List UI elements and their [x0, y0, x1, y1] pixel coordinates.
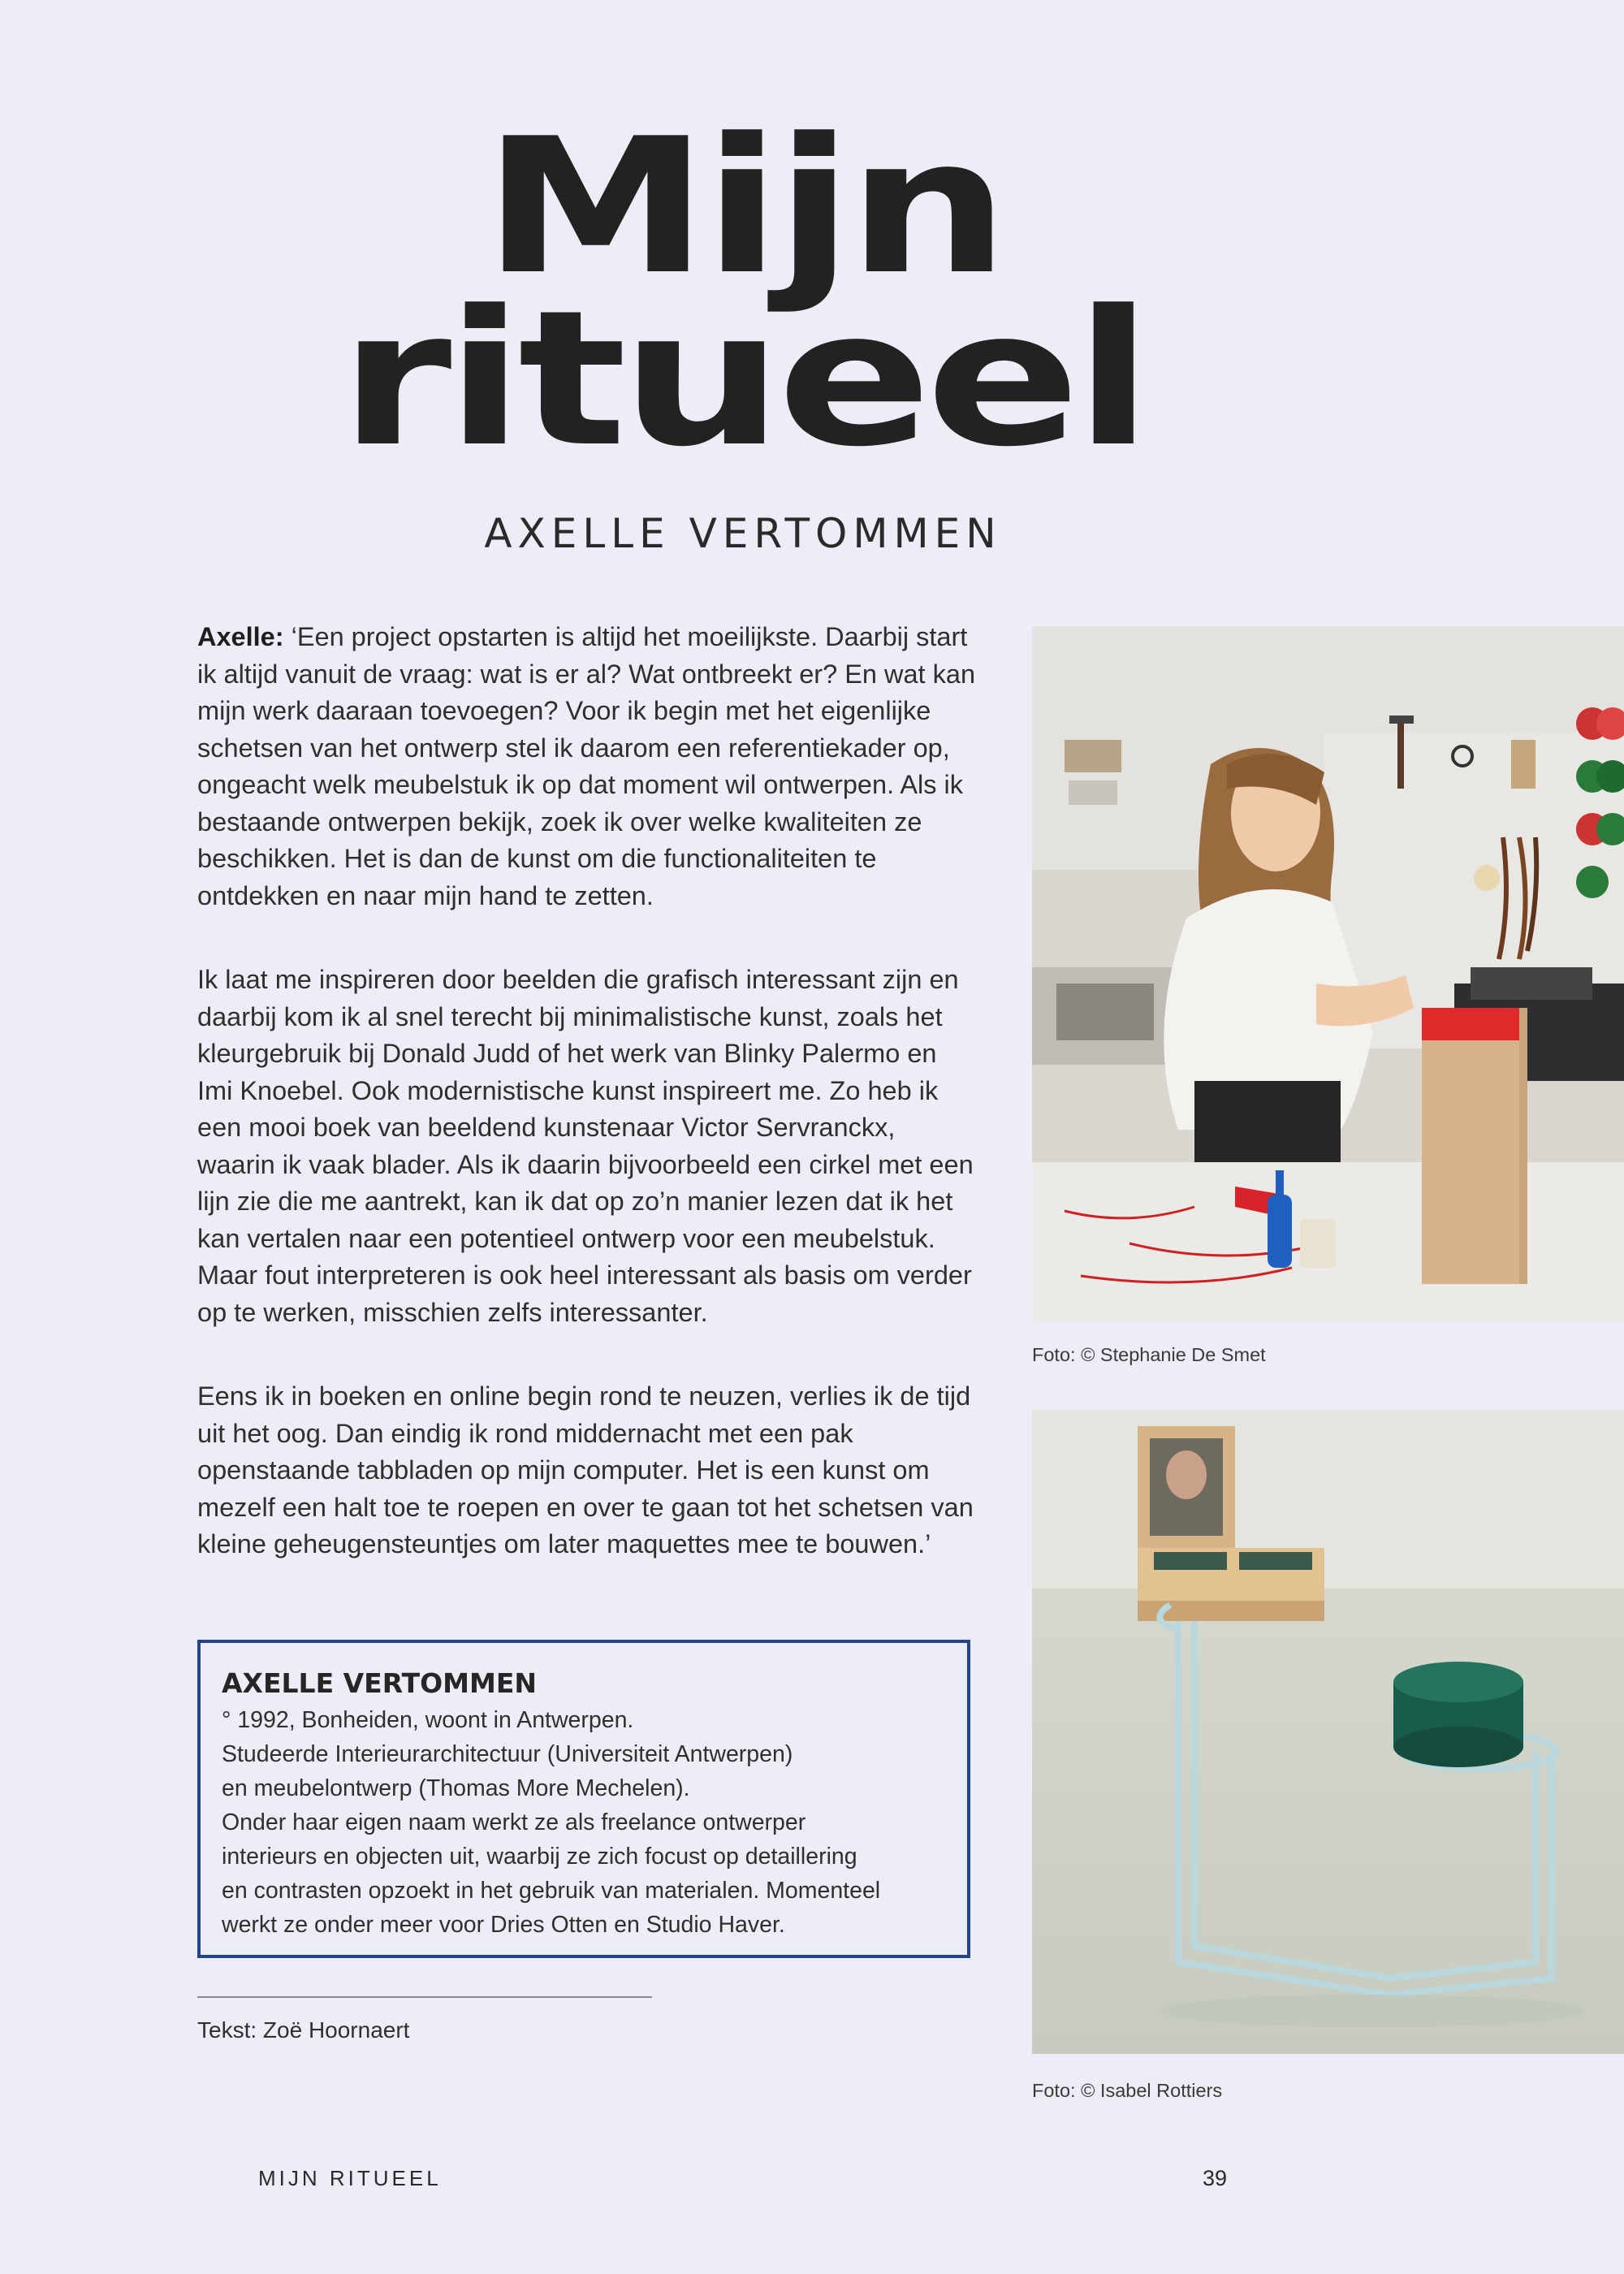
paragraph-1 — [197, 619, 977, 914]
article-subtitle: AXELLE VERTOMMEN — [484, 510, 1002, 557]
bio-line: en meubelontwerp (Thomas More Mechelen). — [222, 1775, 690, 1801]
title-line-2: ritueel — [339, 271, 1147, 488]
speaker-lead: Axelle: — [197, 622, 284, 651]
furniture-photo — [1032, 1410, 1624, 2054]
footer-section-label: MIJN RITUEEL — [258, 2166, 442, 2190]
page-number: 39 — [1203, 2166, 1228, 2190]
photo-caption-2: Foto: © Isabel Rottiers — [1032, 2080, 1223, 2101]
divider — [197, 1996, 652, 1998]
bio-line: werkt ze onder meer voor Dries Otten en Studio Haver. — [222, 1912, 785, 1938]
bio-line: Onder haar eigen naam werkt ze als freelance ontwerper — [222, 1809, 806, 1835]
paragraph-3: Eens ik in boeken en online begin rond te neuzen, verlies ik de tijd uit het oog. Dan eindig ik rond middernacht met een pak openstaande tabbladen op mijn computer. Het is een kunst om mezelf een halt toe te roepen en over te gaan tot het schetsen van kleine geheugensteuntjes om later maquettes mee te bouwen.’ — [197, 1381, 974, 1559]
paragraph-1-text: ‘Een project opstarten is altijd het moeilijkste. Daarbij start ik altijd vanuit de vraag: wat is er al? Wat ontbreekt er? En wat kan mijn werk daaraan toevoegen? Voor ik begin met het eigenlijke schetsen van het ontwerp stel ik daarom een referentiekader op, ongeacht welk meubelstuk ik op dat moment wil ontwerpen. Als ik bestaande ontwerpen bekijk, zoek ik over welke kwaliteiten ze beschikken. Het is dan de kunst om die functionaliteiten te ontdekken en naar mijn hand te zetten. — [197, 622, 976, 910]
article-body — [197, 619, 977, 1610]
bio-line: en contrasten opzoekt in het gebruik van materialen. Momenteel — [222, 1878, 881, 1904]
page-title — [0, 99, 1624, 488]
paragraph-2: Ik laat me inspireren door beelden die grafisch interessant zijn en daarbij kom ik al snel terecht bij minimalistische kunst, zoals het kleurgebruik bij Donald Judd of het werk van Blinky Palermo en Imi Knoebel. Ook modernistische kunst inspireert me. Zo heb ik een mooi boek van beeldend kunstenaar Victor Servranckx, waarin ik vaak blader. Als ik daarin bijvoorbeeld een cirkel met een lijn zie die me aantrekt, kan ik dat op zo’n manier lezen dat ik het kan vertalen naar een potentieel ontwerp voor een meubelstuk. Maar fout interpreteren is ook heel interessant als basis om verder op te werken, misschien zelfs interessanter. — [197, 965, 974, 1327]
bio-box — [197, 1640, 970, 1958]
bio-line: interieurs en objecten uit, waarbij ze zich focust op detaillering — [222, 1844, 857, 1870]
photo-caption-1: Foto: © Stephanie De Smet — [1032, 1344, 1266, 1365]
workshop-photo — [1032, 626, 1624, 1321]
text-credit: Tekst: Zoë Hoornaert — [197, 2017, 410, 2043]
bio-line: ° 1992, Bonheiden, woont in Antwerpen. — [222, 1707, 634, 1733]
title-line-1: Mijn — [482, 99, 1004, 316]
bio-name: AXELLE VERTOMMEN — [222, 1667, 538, 1699]
bio-line: Studeerde Interieurarchitectuur (Universiteit Antwerpen) — [222, 1741, 793, 1767]
